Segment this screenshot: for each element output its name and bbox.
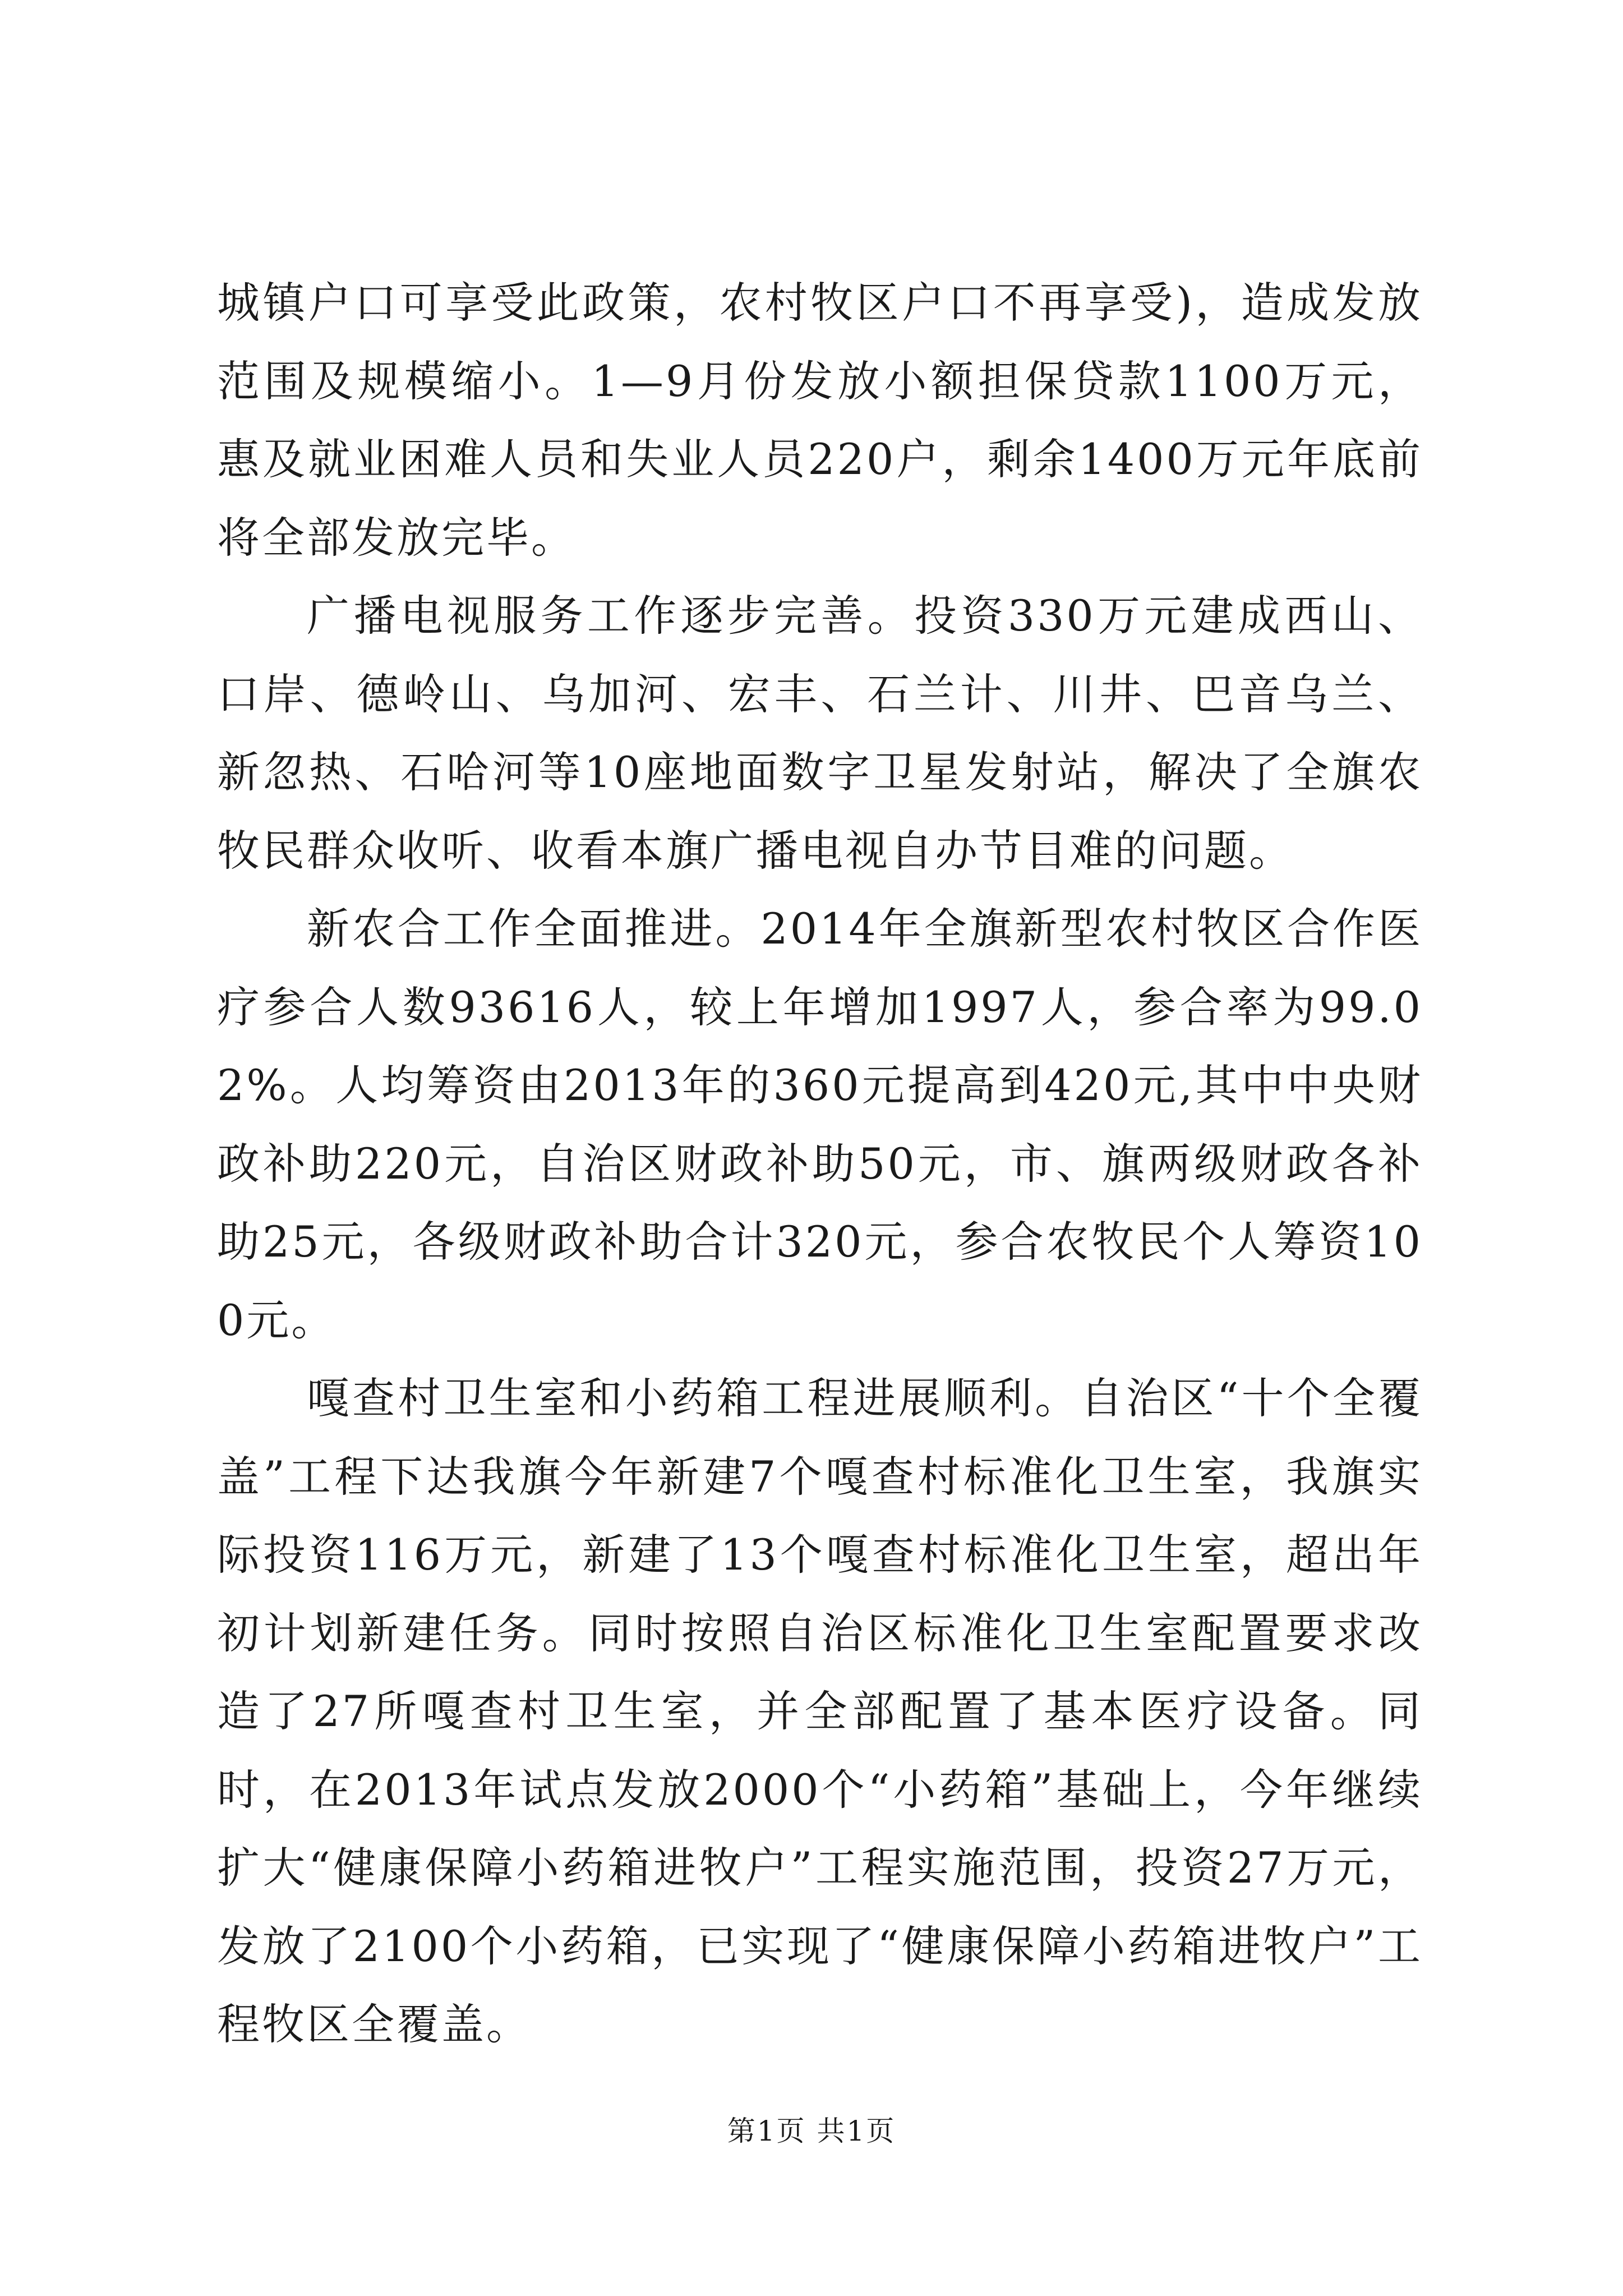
paragraph-rural-medical-cooperative: 新农合工作全面推进。2014年全旗新型农村牧区合作医疗参合人数93616人，较上年增加1997人，参合率为99.02%。人均筹资由2013年的360元提高到420元,其中中央财政补助220元，自治区财政补助50元，市、旗两级财政各补助25元，各级财政补助合计320元，参合农牧民个人筹资100元。 [217, 904, 1423, 1345]
paragraph-broadcast-tv: 广播电视服务工作逐步完善。投资330万元建成西山、口岸、德岭山、乌加河、宏丰、石兰计、川井、巴音乌兰、新忽热、石哈河等10座地面数字卫星发射站，解决了全旗农牧民群众收听、收看本旗广播电视自办节目难的问题。 [217, 591, 1423, 876]
paragraph-loan-continuation: 城镇户口可享受此政策，农村牧区户口不再享受)，造成发放范围及规模缩小。1—9月份发放小额担保贷款1100万元，惠及就业困难人员和失业人员220户，剩余1400万元年底前将全部发放完毕。 [217, 278, 1423, 563]
document-body [217, 264, 1423, 2064]
paragraph-clinic-medicine-kit: 嘎查村卫生室和小药箱工程进展顺利。自治区“十个全覆盖”工程下达我旗今年新建7个嘎查村标准化卫生室，我旗实际投资116万元，新建了13个嘎查村标准化卫生室，超出年初计划新建任务。同时按照自治区标准化卫生室配置要求改造了27所嘎查村卫生室，并全部配置了基本医疗设备。同时，在2013年试点发放2000个“小药箱”基础上，今年继续扩大“健康保障小药箱进牧户”工程实施范围，投资27万元，发放了2100个小药箱，已实现了“健康保障小药箱进牧户”工程牧区全覆盖。 [217, 1373, 1423, 2049]
page-footer: 第1页 共1页 [727, 2115, 896, 2147]
